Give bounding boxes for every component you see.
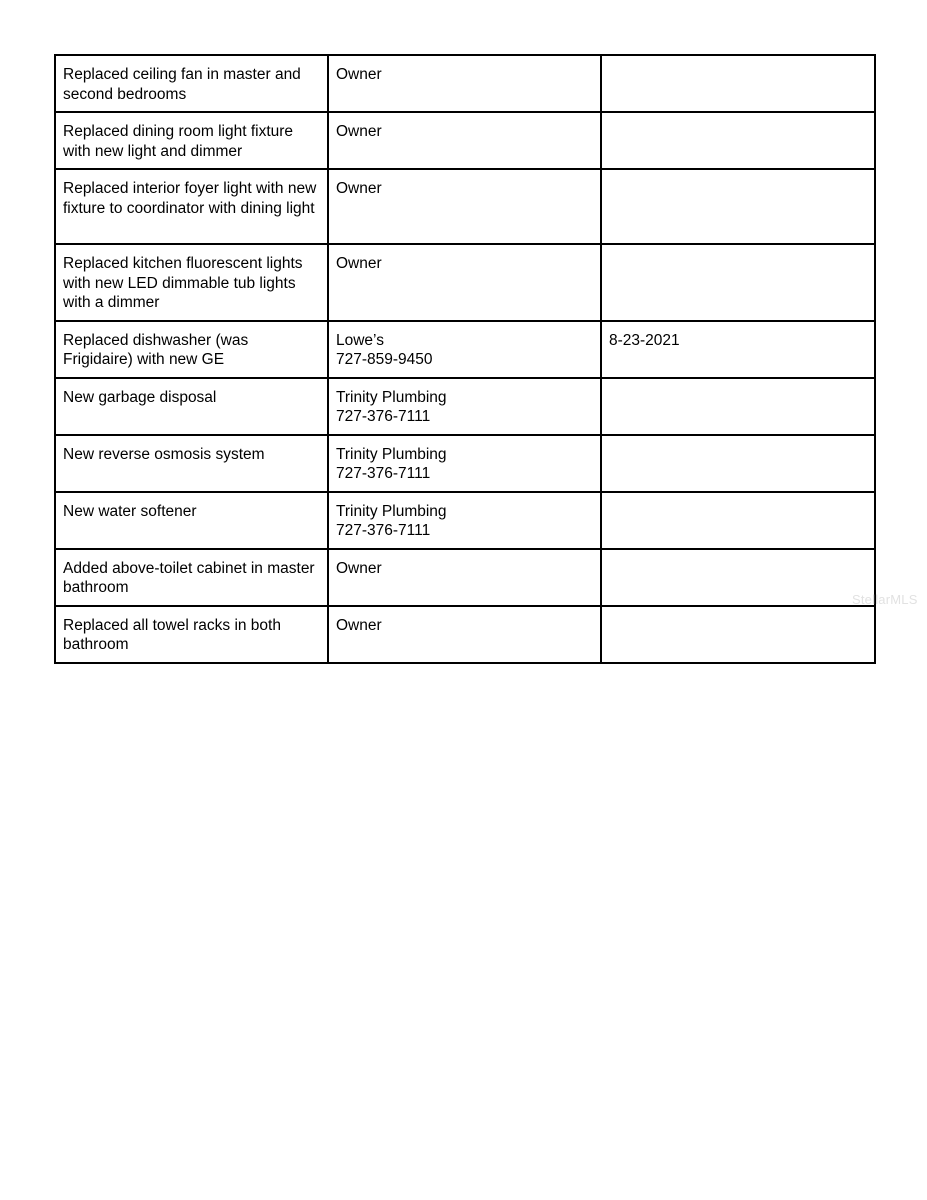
vendor-cell [328, 244, 601, 321]
vendor-cell [328, 378, 601, 435]
description-cell: New garbage disposal [55, 378, 328, 435]
vendor-phone: 727-376-7111 [336, 408, 431, 425]
vendor-cell [328, 321, 601, 378]
vendor-name: Trinity Plumbing [336, 445, 447, 463]
table-row [55, 606, 875, 663]
vendor-cell [328, 549, 601, 606]
vendor-name: Trinity Plumbing [336, 502, 447, 520]
date-cell [601, 378, 875, 435]
date-cell: 8-23-2021 [601, 321, 875, 378]
date-cell [601, 169, 875, 244]
date-cell [601, 549, 875, 606]
description-cell: Added above-toilet cabinet in master bathroom [55, 549, 328, 606]
vendor-phone: 727-376-7111 [336, 522, 431, 539]
improvements-table [54, 54, 876, 664]
table-row [55, 435, 875, 492]
table-row [55, 169, 875, 244]
table-row [55, 244, 875, 321]
date-cell [601, 112, 875, 169]
vendor-name: Lowe’s [336, 331, 384, 349]
vendor-name: Owner [336, 66, 382, 83]
vendor-phone: 727-859-9450 [336, 351, 433, 368]
description-cell: Replaced dining room light fixture with new light and dimmer [55, 112, 328, 169]
vendor-cell [328, 55, 601, 112]
description-cell: Replaced ceiling fan in master and second bedrooms [55, 55, 328, 112]
vendor-cell [328, 169, 601, 244]
date-cell [601, 435, 875, 492]
vendor-name: Trinity Plumbing [336, 388, 447, 406]
vendor-name: Owner [336, 180, 382, 197]
vendor-cell [328, 112, 601, 169]
description-cell: New reverse osmosis system [55, 435, 328, 492]
description-cell: New water softener [55, 492, 328, 549]
vendor-cell [328, 492, 601, 549]
vendor-cell [328, 606, 601, 663]
date-cell [601, 492, 875, 549]
description-cell: Replaced dishwasher (was Frigidaire) with new GE [55, 321, 328, 378]
table-row [55, 378, 875, 435]
vendor-name: Owner [336, 255, 382, 272]
description-cell: Replaced interior foyer light with new fixture to coordinator with dining light [55, 169, 328, 244]
vendor-name: Owner [336, 123, 382, 140]
vendor-cell [328, 435, 601, 492]
vendor-name: Owner [336, 559, 382, 577]
watermark-logo: StellarMLS [852, 592, 918, 607]
table-row [55, 321, 875, 378]
date-cell [601, 606, 875, 663]
table-row [55, 112, 875, 169]
vendor-phone: 727-376-7111 [336, 465, 431, 482]
table-row [55, 549, 875, 606]
description-cell: Replaced kitchen fluorescent lights with new LED dimmable tub lights with a dimmer [55, 244, 328, 321]
table-row [55, 55, 875, 112]
description-cell: Replaced all towel racks in both bathroom [55, 606, 328, 663]
date-cell [601, 55, 875, 112]
table-row [55, 492, 875, 549]
vendor-name: Owner [336, 616, 382, 634]
date-cell [601, 244, 875, 321]
